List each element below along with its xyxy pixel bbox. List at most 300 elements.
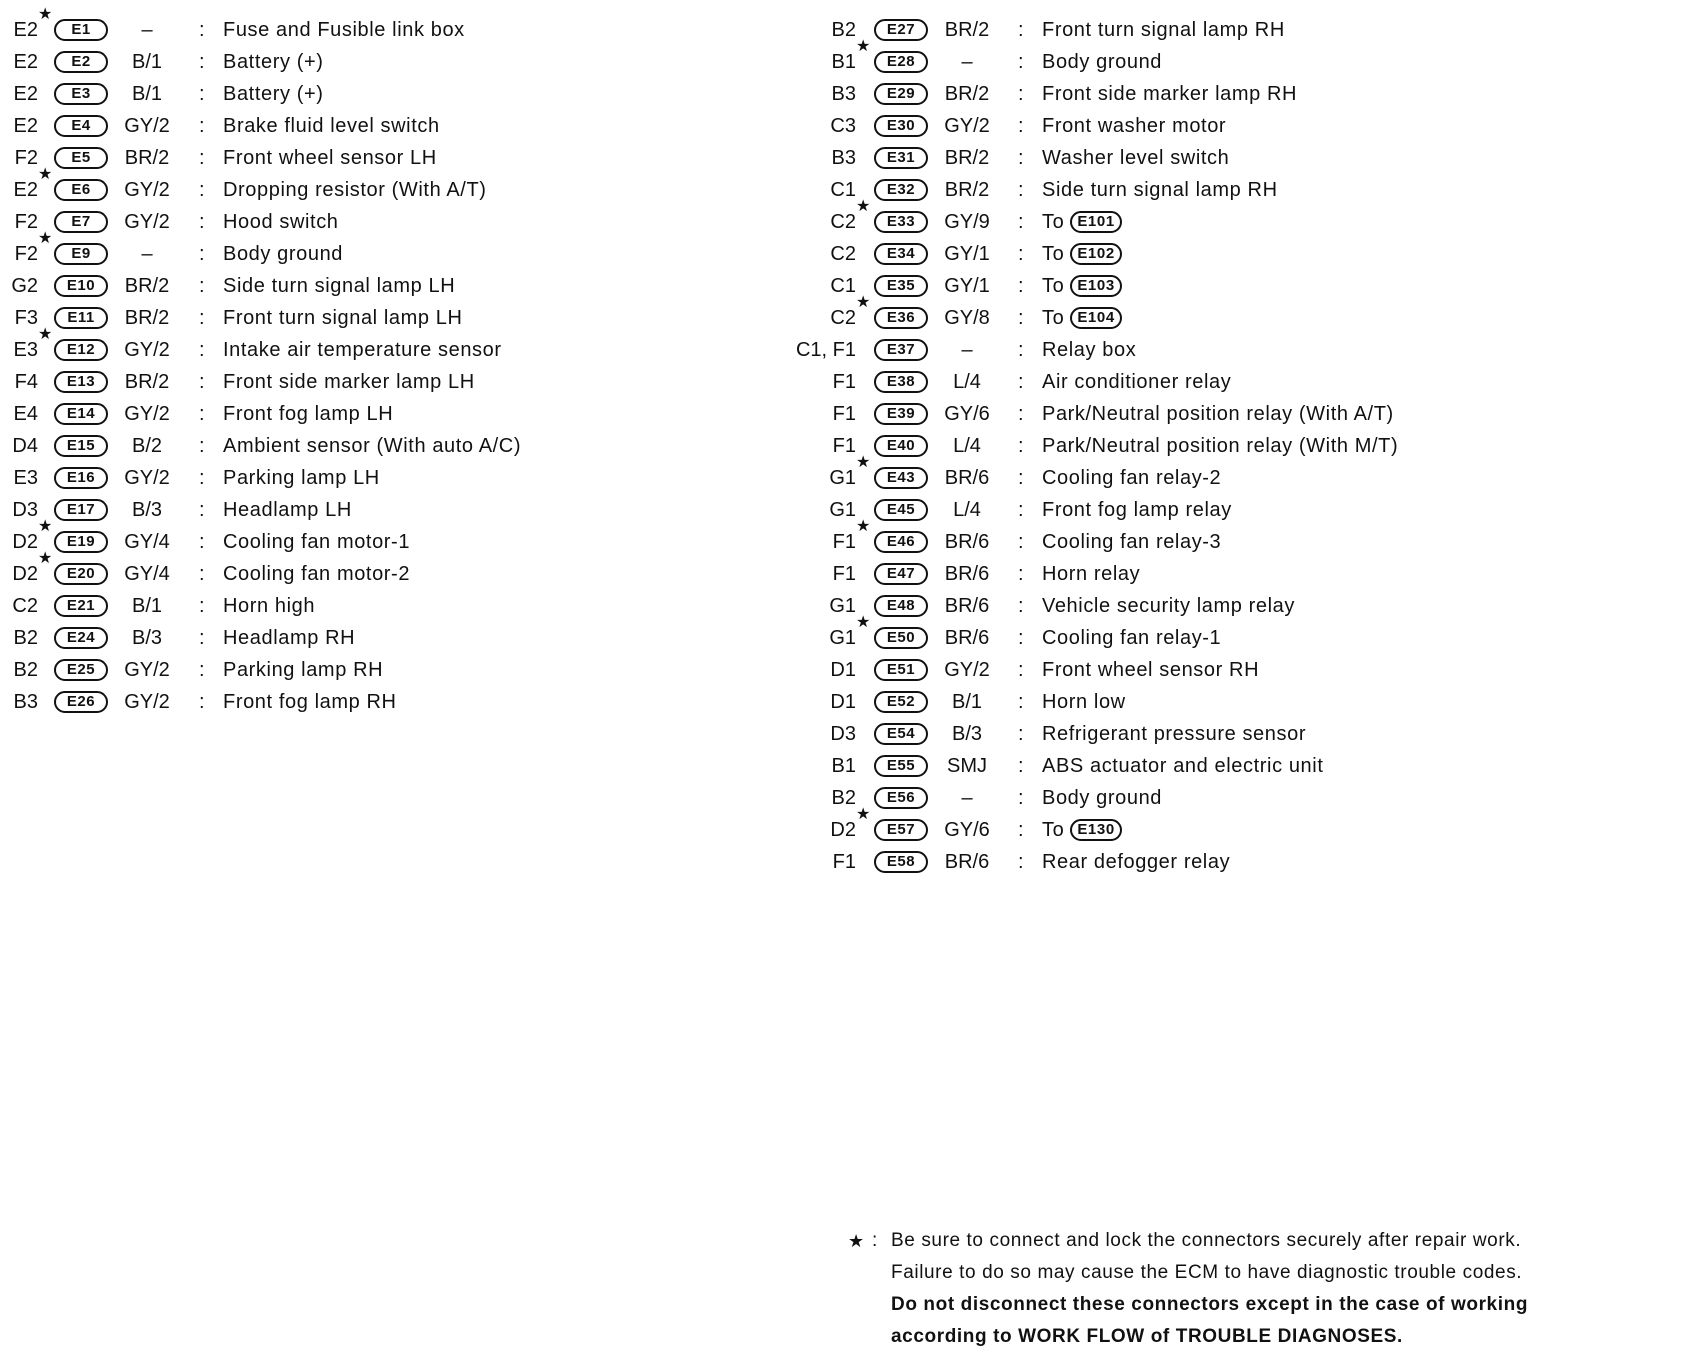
grid-location: B3 xyxy=(831,147,856,169)
separator-colon: : xyxy=(199,563,205,585)
connector-description xyxy=(1042,430,1398,462)
connector-id-badge: E52 xyxy=(874,691,928,713)
connector-description xyxy=(223,302,463,334)
separator-colon: : xyxy=(1018,531,1024,553)
to-connector-badge: E103 xyxy=(1070,275,1121,297)
grid-location: B2 xyxy=(13,659,38,681)
star-icon: ★ xyxy=(856,518,871,535)
grid-location: F1 xyxy=(832,563,856,585)
connector-description xyxy=(1042,334,1136,366)
grid-location: G1 xyxy=(829,627,856,649)
grid-location: E3 xyxy=(13,339,38,361)
connector-description xyxy=(1042,590,1295,622)
separator-colon: : xyxy=(1018,563,1024,585)
separator-colon: : xyxy=(199,115,205,137)
connector-id-badge: E40 xyxy=(874,435,928,457)
grid-location: E3 xyxy=(13,467,38,489)
description-text: Brake fluid level switch xyxy=(223,115,440,137)
separator-colon: : xyxy=(1018,211,1024,233)
wire-spec: GY/9 xyxy=(944,211,990,233)
description-text: Side turn signal lamp RH xyxy=(1042,179,1278,201)
connector-id-badge: E57 xyxy=(874,819,928,841)
star-icon: ★ xyxy=(38,550,53,567)
star-icon: ★ xyxy=(38,230,53,247)
wire-spec: BR/2 xyxy=(124,275,170,297)
connector-description xyxy=(1042,206,1122,238)
wire-spec: BR/2 xyxy=(124,147,170,169)
wire-spec: GY/2 xyxy=(124,339,170,361)
separator-colon: : xyxy=(1018,819,1024,841)
connector-description xyxy=(1042,46,1162,78)
star-icon: ★ xyxy=(856,38,871,55)
description-text: Cooling fan relay-1 xyxy=(1042,627,1222,649)
grid-location: D2 xyxy=(830,819,856,841)
note-line-3: Do not disconnect these connectors except in the case of working xyxy=(891,1294,1529,1315)
wire-spec: GY/2 xyxy=(124,179,170,201)
grid-location: C2 xyxy=(830,211,856,233)
grid-location: D3 xyxy=(12,499,38,521)
description-text: Front fog lamp RH xyxy=(223,691,397,713)
description-text: Front side marker lamp RH xyxy=(1042,83,1298,105)
grid-location: D1 xyxy=(830,691,856,713)
description-text: Body ground xyxy=(223,243,344,265)
wire-spec: BR/6 xyxy=(944,595,990,617)
wire-spec: – xyxy=(141,243,153,265)
grid-location: B1 xyxy=(831,755,856,777)
wire-spec: BR/6 xyxy=(944,627,990,649)
connector-id-badge: E32 xyxy=(874,179,928,201)
separator-colon: : xyxy=(199,531,205,553)
star-icon: ★ xyxy=(38,326,53,343)
grid-location: B1 xyxy=(831,51,856,73)
wire-spec: B/1 xyxy=(131,83,163,105)
connector-id-badge: E47 xyxy=(874,563,928,585)
separator-colon: : xyxy=(199,435,205,457)
description-text: Park/Neutral position relay (With A/T) xyxy=(1042,403,1394,425)
connector-id-badge: E5 xyxy=(54,147,108,169)
wire-spec: GY/2 xyxy=(124,211,170,233)
separator-colon: : xyxy=(199,275,205,297)
connector-description xyxy=(223,238,343,270)
connector-id-badge: E33 xyxy=(874,211,928,233)
grid-location: C1, F1 xyxy=(795,339,856,361)
grid-location: B2 xyxy=(831,787,856,809)
description-text: Washer level switch xyxy=(1042,147,1230,169)
separator-colon: : xyxy=(199,179,205,201)
separator-colon: : xyxy=(1018,51,1024,73)
separator-colon: : xyxy=(199,147,205,169)
description-text: Front wheel sensor LH xyxy=(223,147,437,169)
description-text: ABS actuator and electric unit xyxy=(1042,755,1324,777)
connector-description xyxy=(223,494,352,526)
connector-description xyxy=(1042,654,1259,686)
description-text: Cooling fan relay-2 xyxy=(1042,467,1222,489)
connector-id-badge: E39 xyxy=(874,403,928,425)
description-text: Horn high xyxy=(223,595,316,617)
description-text: Side turn signal lamp LH xyxy=(223,275,456,297)
grid-location: D1 xyxy=(830,659,856,681)
separator-colon: : xyxy=(1018,339,1024,361)
grid-location: C2 xyxy=(830,243,856,265)
connector-description xyxy=(1042,686,1126,718)
connector-id-badge: E7 xyxy=(54,211,108,233)
description-text: Intake air temperature sensor xyxy=(223,339,502,361)
description-text: Front turn signal lamp RH xyxy=(1042,19,1285,41)
description-text: Front washer motor xyxy=(1042,115,1227,137)
description-text: Rear defogger relay xyxy=(1042,851,1231,873)
connector-description xyxy=(223,590,315,622)
separator-colon: : xyxy=(1018,659,1024,681)
separator-colon: : xyxy=(199,371,205,393)
description-text: To xyxy=(1042,307,1065,329)
connector-id-badge: E58 xyxy=(874,851,928,873)
connector-id-badge: E25 xyxy=(54,659,108,681)
separator-colon: : xyxy=(1018,723,1024,745)
connector-description xyxy=(223,14,465,46)
wire-spec: GY/2 xyxy=(124,659,170,681)
grid-location: G2 xyxy=(11,275,38,297)
separator-colon: : xyxy=(199,339,205,361)
wire-spec: GY/8 xyxy=(944,307,990,329)
wire-spec: GY/4 xyxy=(124,563,170,585)
note-line-1: Be sure to connect and lock the connectors securely after repair work. xyxy=(891,1230,1522,1251)
separator-colon: : xyxy=(199,627,205,649)
to-connector-badge: E104 xyxy=(1070,307,1121,329)
separator-colon: : xyxy=(1018,307,1024,329)
description-text: Body ground xyxy=(1042,51,1163,73)
description-text: To xyxy=(1042,819,1065,841)
description-text: Hood switch xyxy=(223,211,339,233)
connector-description xyxy=(1042,494,1232,526)
star-icon: ★ xyxy=(848,1231,865,1251)
description-text: Cooling fan relay-3 xyxy=(1042,531,1222,553)
connector-description xyxy=(223,174,487,206)
note-line-2: Failure to do so may cause the ECM to have diagnostic trouble codes. xyxy=(891,1262,1523,1283)
wire-spec: BR/6 xyxy=(944,851,990,873)
description-text: Front fog lamp relay xyxy=(1042,499,1232,521)
wire-spec: B/2 xyxy=(131,435,163,457)
connector-description xyxy=(223,334,502,366)
connector-description xyxy=(1042,782,1162,814)
description-text: To xyxy=(1042,211,1065,233)
separator-colon: : xyxy=(1018,243,1024,265)
wire-spec: – xyxy=(141,19,153,41)
connector-id-badge: E31 xyxy=(874,147,928,169)
note-line-4: according to WORK FLOW of TROUBLE DIAGNOSES. xyxy=(891,1326,1403,1347)
connector-description xyxy=(1042,398,1394,430)
connector-description xyxy=(1042,846,1230,878)
star-icon: ★ xyxy=(38,6,53,23)
connector-description xyxy=(223,366,475,398)
star-icon: ★ xyxy=(856,806,871,823)
grid-location: E2 xyxy=(13,179,38,201)
description-text: Horn relay xyxy=(1042,563,1141,585)
separator-colon: : xyxy=(1018,403,1024,425)
connector-id-badge: E19 xyxy=(54,531,108,553)
connector-description xyxy=(223,270,455,302)
wire-spec: L/4 xyxy=(953,499,981,521)
description-text: Dropping resistor (With A/T) xyxy=(223,179,487,201)
connector-id-badge: E11 xyxy=(54,307,108,329)
wire-spec: GY/1 xyxy=(944,243,990,265)
connector-description xyxy=(1042,622,1221,654)
connector-id-badge: E16 xyxy=(54,467,108,489)
separator-colon: : xyxy=(199,51,205,73)
grid-location: E2 xyxy=(13,51,38,73)
connector-id-badge: E6 xyxy=(54,179,108,201)
to-connector-badge: E102 xyxy=(1070,243,1121,265)
wire-spec: BR/2 xyxy=(124,307,170,329)
grid-location: C1 xyxy=(830,179,856,201)
separator-colon: : xyxy=(1018,147,1024,169)
grid-location: D3 xyxy=(830,723,856,745)
description-text: Ambient sensor (With auto A/C) xyxy=(223,435,522,457)
connector-description xyxy=(1042,14,1285,46)
wire-spec: B/1 xyxy=(131,595,163,617)
separator-colon: : xyxy=(1018,275,1024,297)
caution-note xyxy=(848,1225,1528,1353)
grid-location: F2 xyxy=(14,243,38,265)
description-text: Front fog lamp LH xyxy=(223,403,394,425)
description-text: Front turn signal lamp LH xyxy=(223,307,463,329)
grid-location: F1 xyxy=(832,371,856,393)
to-connector-badge: E130 xyxy=(1070,819,1121,841)
grid-location: E2 xyxy=(13,83,38,105)
wire-spec: L/4 xyxy=(953,371,981,393)
connector-id-badge: E48 xyxy=(874,595,928,617)
connector-description xyxy=(223,654,383,686)
wire-spec: L/4 xyxy=(953,435,981,457)
grid-location: F3 xyxy=(14,307,38,329)
grid-location: F1 xyxy=(832,851,856,873)
separator-colon: : xyxy=(199,691,205,713)
separator-colon: : xyxy=(1018,435,1024,457)
grid-location: B3 xyxy=(13,691,38,713)
connector-id-badge: E51 xyxy=(874,659,928,681)
connector-id-badge: E20 xyxy=(54,563,108,585)
separator-colon: : xyxy=(1018,755,1024,777)
description-text: Air conditioner relay xyxy=(1042,371,1232,393)
wire-spec: BR/6 xyxy=(944,563,990,585)
grid-location: G1 xyxy=(829,595,856,617)
wire-spec: BR/2 xyxy=(944,147,990,169)
description-text: Relay box xyxy=(1042,339,1137,361)
wire-spec: GY/2 xyxy=(944,659,990,681)
description-text: Refrigerant pressure sensor xyxy=(1042,723,1307,745)
grid-location: C3 xyxy=(830,115,856,137)
connector-id-badge: E14 xyxy=(54,403,108,425)
grid-location: B3 xyxy=(831,83,856,105)
description-text: Park/Neutral position relay (With M/T) xyxy=(1042,435,1399,457)
connector-description xyxy=(1042,718,1306,750)
star-icon: ★ xyxy=(856,454,871,471)
connector-description xyxy=(223,558,410,590)
connector-description xyxy=(1042,814,1122,846)
separator-colon: : xyxy=(199,403,205,425)
connector-description xyxy=(1042,142,1229,174)
wire-spec: – xyxy=(961,339,973,361)
wire-spec: GY/2 xyxy=(124,691,170,713)
connector-description xyxy=(1042,110,1226,142)
grid-location: F2 xyxy=(14,147,38,169)
connector-description xyxy=(1042,270,1122,302)
grid-location: E4 xyxy=(13,403,38,425)
connector-description xyxy=(1042,462,1221,494)
separator-colon: : xyxy=(199,243,205,265)
separator-colon: : xyxy=(199,659,205,681)
connector-id-badge: E56 xyxy=(874,787,928,809)
connector-description xyxy=(223,78,324,110)
connector-description xyxy=(223,526,410,558)
wire-spec: GY/1 xyxy=(944,275,990,297)
connector-id-badge: E30 xyxy=(874,115,928,137)
separator-colon: : xyxy=(1018,179,1024,201)
connector-id-badge: E45 xyxy=(874,499,928,521)
connector-id-badge: E27 xyxy=(874,19,928,41)
connector-id-badge: E28 xyxy=(874,51,928,73)
connector-id-badge: E15 xyxy=(54,435,108,457)
wire-spec: BR/6 xyxy=(944,531,990,553)
wire-spec: GY/2 xyxy=(124,403,170,425)
connector-description xyxy=(1042,558,1140,590)
connector-description xyxy=(223,142,437,174)
grid-location: G1 xyxy=(829,499,856,521)
wire-spec: GY/2 xyxy=(124,467,170,489)
wire-spec: BR/2 xyxy=(944,83,990,105)
star-icon: ★ xyxy=(856,614,871,631)
wire-spec: BR/2 xyxy=(944,179,990,201)
connector-id-badge: E12 xyxy=(54,339,108,361)
wire-spec: BR/2 xyxy=(944,19,990,41)
wire-spec: B/3 xyxy=(131,627,163,649)
description-text: To xyxy=(1042,243,1065,265)
connector-id-badge: E46 xyxy=(874,531,928,553)
separator-colon: : xyxy=(199,499,205,521)
grid-location: B2 xyxy=(13,627,38,649)
star-icon: ★ xyxy=(856,198,871,215)
connector-id-badge: E34 xyxy=(874,243,928,265)
grid-location: F1 xyxy=(832,531,856,553)
grid-location: D2 xyxy=(12,563,38,585)
connector-id-badge: E50 xyxy=(874,627,928,649)
separator-colon: : xyxy=(1018,115,1024,137)
grid-location: F4 xyxy=(14,371,38,393)
connector-description xyxy=(1042,526,1221,558)
description-text: Fuse and Fusible link box xyxy=(223,19,465,41)
grid-location: E2 xyxy=(13,115,38,137)
grid-location: F1 xyxy=(832,403,856,425)
wire-spec: – xyxy=(961,51,973,73)
separator-colon: : xyxy=(1018,691,1024,713)
separator-colon: : xyxy=(199,595,205,617)
wire-spec: BR/6 xyxy=(944,467,990,489)
connector-id-badge: E9 xyxy=(54,243,108,265)
wire-spec: – xyxy=(961,787,973,809)
grid-location: G1 xyxy=(829,467,856,489)
connector-id-badge: E24 xyxy=(54,627,108,649)
connector-id-badge: E17 xyxy=(54,499,108,521)
wire-spec: GY/6 xyxy=(944,819,990,841)
description-text: Vehicle security lamp relay xyxy=(1042,595,1295,617)
connector-description xyxy=(223,398,393,430)
connector-description xyxy=(1042,78,1297,110)
description-text: Battery (+) xyxy=(223,51,324,73)
grid-location: E2 xyxy=(13,19,38,41)
description-text: Front wheel sensor RH xyxy=(1042,659,1260,681)
connector-description xyxy=(1042,302,1122,334)
grid-location: D2 xyxy=(12,531,38,553)
description-text: Battery (+) xyxy=(223,83,324,105)
connector-description xyxy=(223,46,324,78)
separator-colon: : xyxy=(1018,371,1024,393)
description-text: Parking lamp RH xyxy=(223,659,384,681)
grid-location: B2 xyxy=(831,19,856,41)
star-icon: ★ xyxy=(38,166,53,183)
connector-id-badge: E29 xyxy=(874,83,928,105)
connector-description xyxy=(1042,174,1278,206)
description-text: Horn low xyxy=(1042,691,1126,713)
separator-colon: : xyxy=(1018,595,1024,617)
separator-colon: : xyxy=(199,19,205,41)
connector-description xyxy=(1042,750,1323,782)
separator-colon: : xyxy=(199,211,205,233)
description-text: Cooling fan motor-1 xyxy=(223,531,411,553)
separator-colon: : xyxy=(1018,851,1024,873)
connector-id-badge: E13 xyxy=(54,371,108,393)
connector-id-badge: E26 xyxy=(54,691,108,713)
connector-description xyxy=(223,622,355,654)
wire-spec: B/1 xyxy=(131,51,163,73)
description-text: Headlamp RH xyxy=(223,627,356,649)
to-connector-badge: E101 xyxy=(1070,211,1121,233)
description-text: Front side marker lamp LH xyxy=(223,371,475,393)
connector-id-badge: E38 xyxy=(874,371,928,393)
connector-description xyxy=(223,206,339,238)
description-text: Body ground xyxy=(1042,787,1163,809)
wire-spec: B/3 xyxy=(951,723,983,745)
connector-description xyxy=(223,110,440,142)
description-text: Headlamp LH xyxy=(223,499,352,521)
wire-spec: GY/2 xyxy=(124,115,170,137)
grid-location: F1 xyxy=(832,435,856,457)
wire-spec: SMJ xyxy=(947,755,987,777)
connector-id-badge: E54 xyxy=(874,723,928,745)
connector-id-badge: E35 xyxy=(874,275,928,297)
separator-colon: : xyxy=(1018,467,1024,489)
connector-id-badge: E10 xyxy=(54,275,108,297)
connector-description xyxy=(223,430,521,462)
separator-colon: : xyxy=(199,83,205,105)
connector-id-badge: E2 xyxy=(54,51,108,73)
description-text: To xyxy=(1042,275,1065,297)
separator-colon: : xyxy=(199,467,205,489)
connector-id-badge: E37 xyxy=(874,339,928,361)
separator-colon: : xyxy=(1018,499,1024,521)
connector-id-badge: E36 xyxy=(874,307,928,329)
connector-id-badge: E43 xyxy=(874,467,928,489)
star-icon: ★ xyxy=(38,518,53,535)
grid-location: C2 xyxy=(830,307,856,329)
connector-id-badge: E55 xyxy=(874,755,928,777)
connector-description xyxy=(223,462,380,494)
grid-location: C2 xyxy=(12,595,38,617)
grid-location: D4 xyxy=(12,435,38,457)
connector-id-badge: E3 xyxy=(54,83,108,105)
separator-colon: : xyxy=(1018,19,1024,41)
connector-id-badge: E21 xyxy=(54,595,108,617)
wire-spec: GY/6 xyxy=(944,403,990,425)
wire-spec: BR/2 xyxy=(124,371,170,393)
